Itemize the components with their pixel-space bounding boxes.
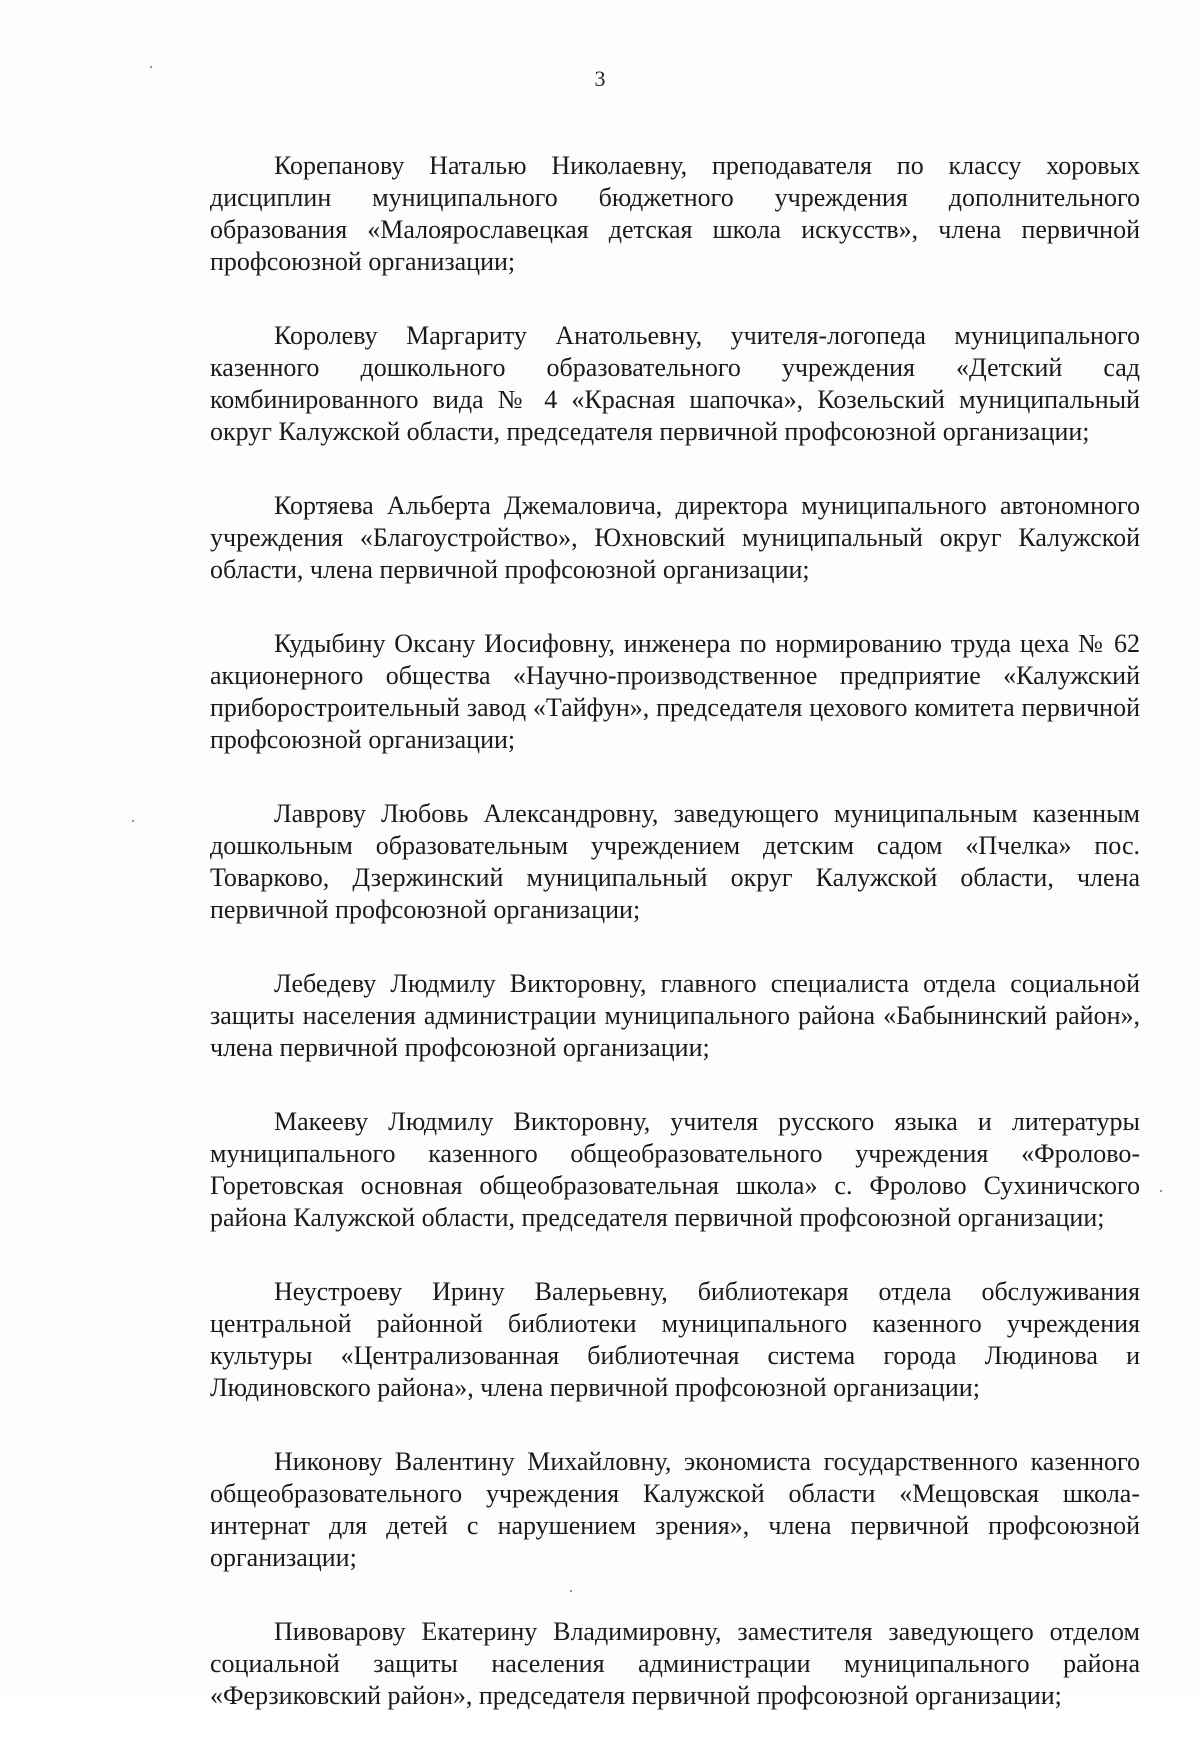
scan-speck (570, 1590, 572, 1592)
paragraph-lavrova: Лаврову Любовь Александровну, заведующего муниципальным казенным дошкольным образовательным учреждением детским садом «Пчелка» пос. Товарково, Дзержинский муниципальный округ Калужской области, члена первичной профсоюзной организации; (210, 799, 1140, 924)
scan-speck (132, 820, 134, 822)
document-body (210, 150, 1140, 1754)
paragraph-kudybina: Кудыбину Оксану Иосифовну, инженера по нормированию труда цеха № 62 акционерного общества «Научно-производственное предприятие «Калужский приборостроительный завод «Тайфун», председателя цехового комитета первичной профсоюзной организации; (210, 629, 1140, 754)
paragraph-koroleva: Королеву Маргариту Анатольевну, учителя-логопеда муниципального казенного дошкольного образовательного учреждения «Детский сад комбинированного вида № 4 «Красная шапочка», Козельский муниципальный округ Калужской области, председателя первичной профсоюзной организации; (210, 321, 1140, 446)
scan-speck (1160, 1190, 1162, 1192)
paragraph-makeeva: Макееву Людмилу Викторовну, учителя русского языка и литературы муниципального казенного общеобразовательного учреждения «Фролово-Горетовская основная общеобразовательная школа» с. Фролово Сухиничского района Калужской области, председателя первичной профсоюзной организации; (210, 1107, 1140, 1232)
paragraph-lebedeva: Лебедеву Людмилу Викторовну, главного специалиста отдела социальной защиты населения администрации муниципального района «Бабынинский район», члена первичной профсоюзной организации; (210, 969, 1140, 1062)
scan-speck (150, 66, 152, 68)
paragraph-neustroeva: Неустроеву Ирину Валерьевну, библиотекаря отдела обслуживания центральной районной библиотеки муниципального казенного учреждения культуры «Централизованная библиотечная система города Людинова и Людиновского района», члена первичной профсоюзной организации; (210, 1277, 1140, 1402)
paragraph-korepanova: Корепанову Наталью Николаевну, преподавателя по классу хоровых дисциплин муниципального бюджетного учреждения дополнительного образования «Малоярославецкая детская школа искусств», члена первичной профсоюзной организации; (210, 151, 1140, 276)
paragraph-nikonova: Никонову Валентину Михайловну, экономиста государственного казенного общеобразовательного учреждения Калужской области «Мещовская школа-интернат для детей с нарушением зрения», члена первичной профсоюзной организации; (210, 1447, 1140, 1572)
paragraph-kortyaev: Кортяева Альберта Джемаловича, директора муниципального автономного учреждения «Благоустройство», Юхновский муниципальный округ Калужской области, члена первичной профсоюзной организации; (210, 491, 1140, 584)
page-number: 3 (594, 66, 606, 91)
paragraph-pivovarova: Пивоварову Екатерину Владимировну, заместителя заведующего отделом социальной защиты населения администрации муниципального района «Ферзиковский район», председателя первичной профсоюзной организации; (210, 1617, 1140, 1710)
